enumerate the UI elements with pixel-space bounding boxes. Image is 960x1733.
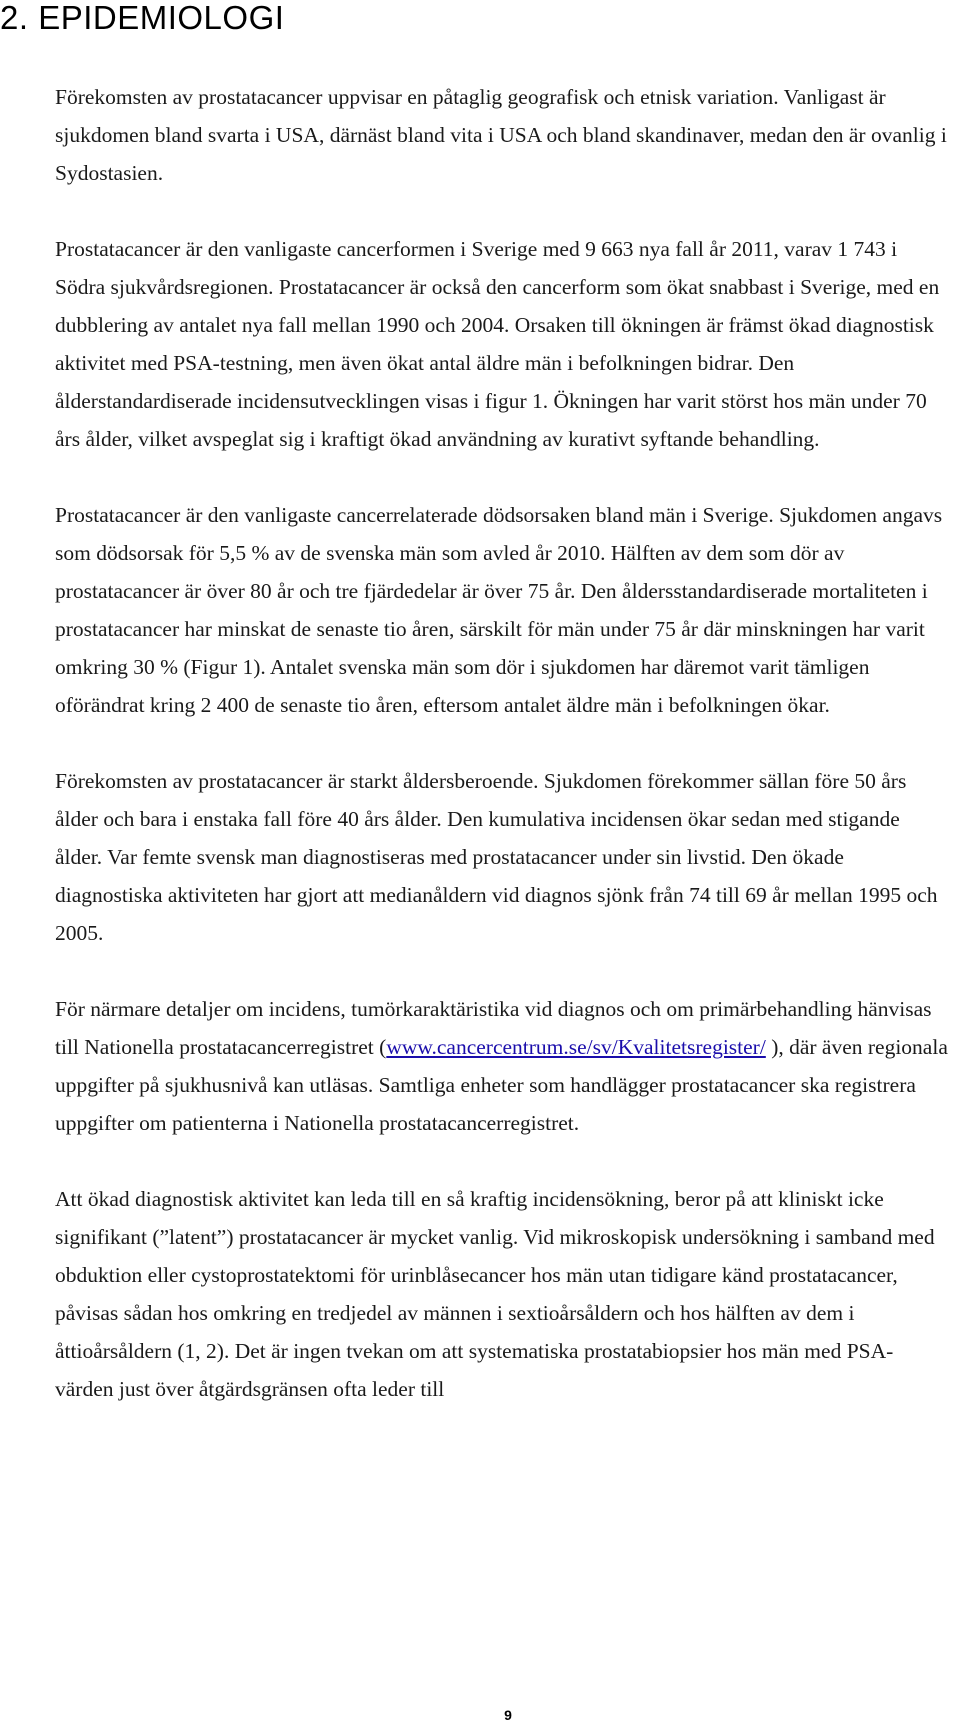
section-heading: 2. EPIDEMIOLOGI [0, 0, 285, 36]
paragraph-age-dependence: Förekomsten av prostatacancer är starkt åldersberoende. Sjukdomen förekommer sällan före 50 års ålder och bara i enstaka fall före 40 års ålder. Den kumulativa incidensen ökar sedan med stigande ålder. Var femte svensk man diagnostiseras med prostatacancer under sin livstid. Den ökade diagnostiska aktiviteten har gjort att medianåldern vid diagnos sjönk från 74 till 69 år mellan 1995 och 2005. [55, 769, 938, 945]
page-number: 9 [504, 1707, 512, 1723]
paragraph-incidence: Prostatacancer är den vanligaste cancerformen i Sverige med 9 663 nya fall år 2011, varav 1 743 i Södra sjukvårdsregionen. Prostatacancer är också den cancerform som ökat snabbast i Sverige, med en dubblering av antalet nya fall mellan 1990 och 2004. Orsaken till ökningen är främst ökad diagnostisk aktivitet med PSA-testning, men även ökat antal äldre män i befolkningen bidrar. Den ålderstandardiserade incidensutvecklingen visas i figur 1. Ökningen har varit störst hos män under 70 års ålder, vilket avspeglat sig i kraftigt ökad användning av kurativt syftande behandling. [55, 237, 940, 451]
body-text [55, 78, 950, 1408]
paragraph-geography: Förekomsten av prostatacancer uppvisar en påtaglig geografisk och etnisk variation. Vanligast är sjukdomen bland svarta i USA, därnäst bland vita i USA och bland skandinaver, medan den är ovanlig i Sydostasien. [55, 85, 947, 185]
paragraph-registry [55, 990, 950, 1142]
paragraph-mortality: Prostatacancer är den vanligaste cancerrelaterade dödsorsaken bland män i Sverige. Sjukdomen angavs som dödsorsak för 5,5 % av de svenska män som avled år 2010. Hälften av dem som dör av prostatacancer är över 80 år och tre fjärdedelar är över 75 år. Den åldersstandardiserade mortaliteten i prostatacancer har minskat de senaste tio åren, särskilt för män under 75 år där minskningen har varit omkring 30 % (Figur 1). Antalet svenska män som dör i sjukdomen har däremot varit tämligen oförändrat kring 2 400 de senaste tio åren, eftersom antalet äldre män i befolkningen ökar. [55, 503, 943, 717]
registry-text-before: För närmare detaljer om incidens, tumörkaraktäristika vid diagnos och om primärbehandling hänvisas till Nationella prostatacancerregistret ( [55, 997, 932, 1059]
registry-text-after: ), där även regionala uppgifter på sjukhusnivå kan utläsas. Samtliga enheter som handlägger prostatacancer ska registrera uppgifter om patienterna i Nationella prostatacancerregistret. [55, 1035, 948, 1135]
registry-link[interactable]: www.cancercentrum.se/sv/Kvalitetsregister/ [386, 1035, 766, 1059]
paragraph-latent-cancer: Att ökad diagnostisk aktivitet kan leda till en så kraftig incidensökning, beror på att kliniskt icke signifikant (”latent”) prostatacancer är mycket vanlig. Vid mikroskopisk undersökning i samband med obduktion eller cystoprostatektomi för urinblåsecancer hos män utan tidigare känd prostatacancer, påvisas sådan hos omkring en tredjedel av männen i sextioårsåldern och hos hälften av dem i åttioårsåldern (1, 2). Det är ingen tvekan om att systematiska prostatabiopsier hos män med PSA-värden just över åtgärdsgränsen ofta leder till [55, 1187, 935, 1401]
